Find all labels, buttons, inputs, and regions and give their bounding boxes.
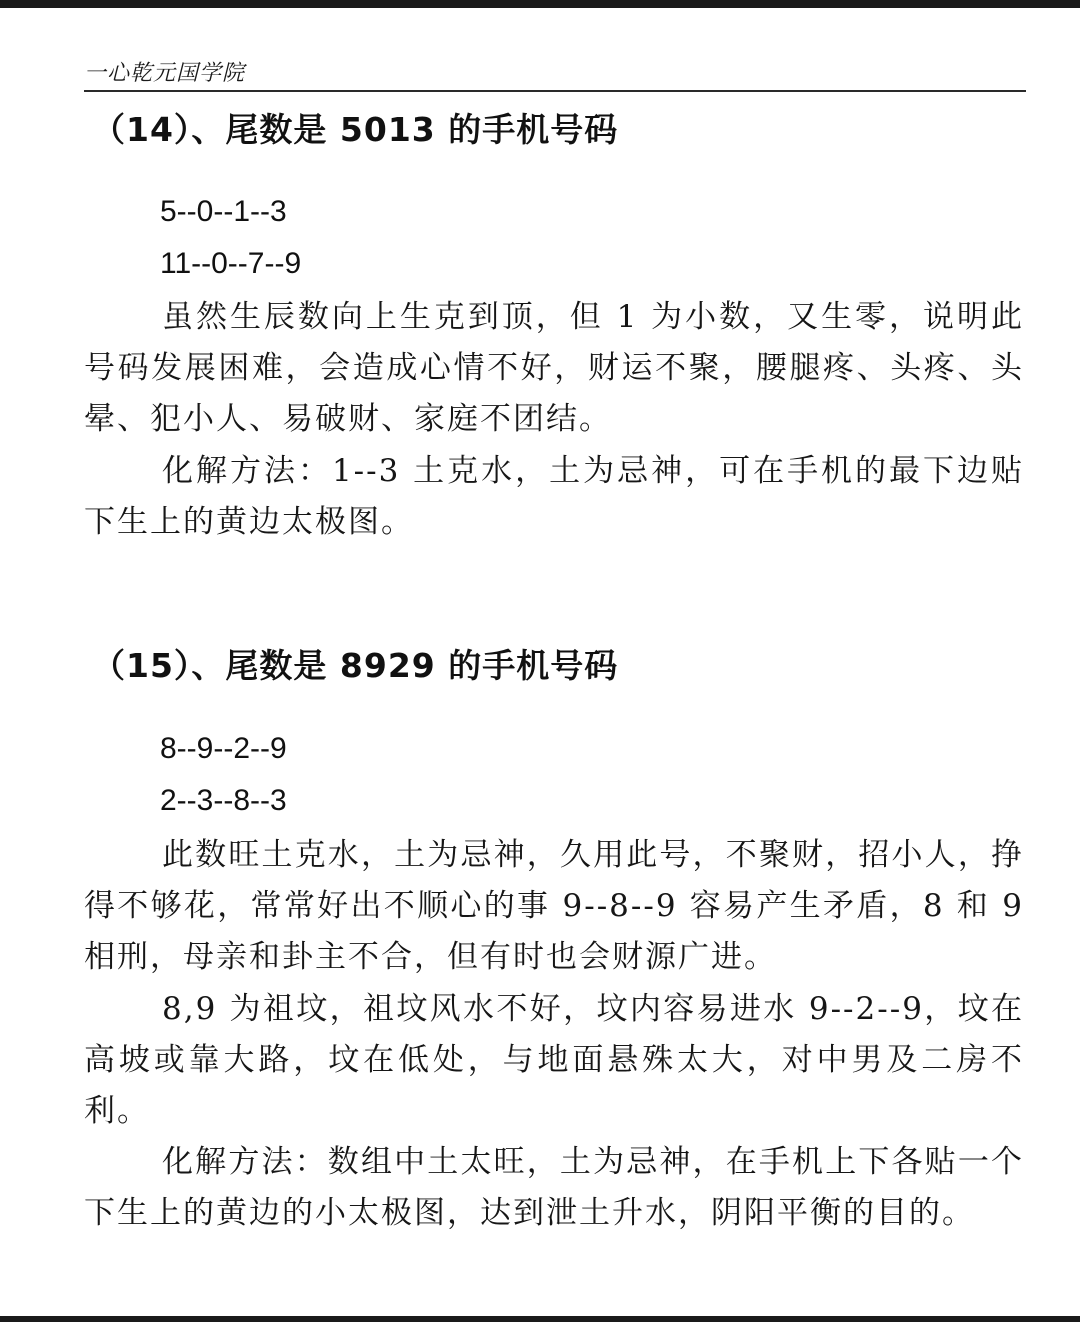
paragraph: 此数旺土克水，土为忌神，久用此号，不聚财，招小人，挣得不够花，常常好出不顺心的事 9--8--9 容易产生矛盾，8 和 9 相刑，母亲和卦主不合，但有时也会财源广进。 (84, 837, 1024, 975)
formula-line: 11--0--7--9 (160, 247, 302, 280)
paragraph: 化解方法：1--3 土克水，土为忌神，可在手机的最下边贴下生上的黄边太极图。 (84, 453, 1024, 540)
paragraph: 8,9 为祖坟，祖坟风水不好，坟内容易进水 9--2--9，坟在高坡或靠大路，坟在低处，与地面悬殊太大，对中男及二房不利。 (84, 991, 1024, 1129)
top-border (0, 0, 1080, 8)
paragraph: 化解方法：数组中土太旺，土为忌神，在手机上下各贴一个下生上的黄边的小太极图，达到泄土升水，阴阳平衡的目的。 (84, 1144, 1024, 1231)
formula-line: 5--0--1--3 (160, 195, 287, 228)
section-title-15: （15）、尾数是 8929 的手机号码 (92, 646, 619, 685)
section-title-14: （14）、尾数是 5013 的手机号码 (92, 110, 619, 149)
formula-line: 2--3--8--3 (160, 784, 287, 817)
header-divider (84, 90, 1026, 92)
page-header: 一心乾元国学院 (84, 61, 246, 86)
paragraph: 虽然生辰数向上生克到顶，但 1 为小数，又生零，说明此号码发展困难，会造成心情不好，财运不聚，腰腿疼、头疼、头晕、犯小人、易破财、家庭不团结。 (84, 299, 1024, 437)
formula-line: 8--9--2--9 (160, 732, 287, 765)
bottom-border (0, 1316, 1080, 1322)
